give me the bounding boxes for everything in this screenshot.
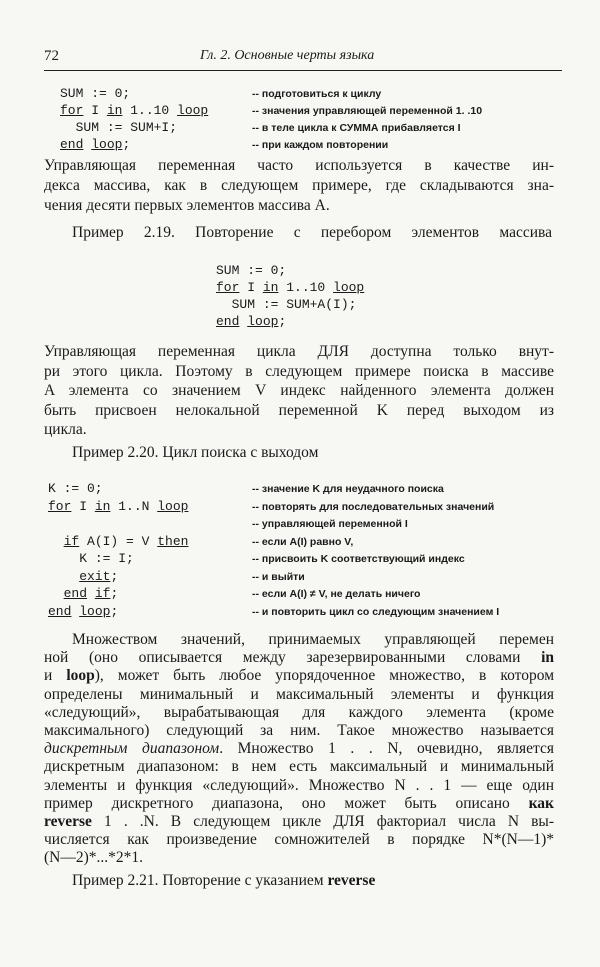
code-line [48, 586, 118, 601]
code-keyword: for [216, 280, 240, 295]
code-text [87, 586, 95, 601]
code-comment: -- и выйти [252, 570, 305, 583]
code-comment: -- подготовиться к циклу [252, 88, 382, 100]
code-keyword: in [94, 498, 111, 514]
code-line [216, 297, 356, 312]
text-line: цикла. [44, 421, 87, 438]
text-segment: ), может быть любое упорядоченное множество, в котором [94, 667, 554, 685]
code-line [216, 280, 364, 295]
code-keyword: end [60, 137, 84, 152]
code-line [216, 314, 286, 329]
code-line [48, 481, 103, 496]
code-text: K := 0; [48, 481, 103, 496]
code-text: ; [110, 603, 119, 619]
text-line [44, 721, 554, 740]
italic-term: дискретным диапазоном [44, 740, 220, 758]
text-line: чения десяти первых элементов массива A. [44, 197, 330, 214]
code-keyword: end [216, 314, 240, 329]
code-text: 1..10 [122, 103, 178, 118]
example-2-21-text: Пример 2.21. Повторение с указанием [72, 872, 328, 889]
code-indent [216, 297, 232, 312]
code-comment: -- в теле цикла к СУММА прибавляется I [252, 122, 461, 134]
reverse-keyword: reverse [327, 872, 376, 889]
code-keyword: loop [79, 603, 111, 619]
code-text: SUM := 0; [60, 86, 131, 101]
code-text: ; [110, 568, 119, 584]
bold-keyword: reverse [44, 813, 92, 830]
text-line [44, 666, 554, 685]
code-indent [48, 551, 79, 566]
text-segment: и [44, 667, 67, 685]
code-keyword: if [94, 586, 111, 601]
code-text: SUM := SUM+I; [75, 120, 178, 135]
code-text: A(I) = V [79, 533, 158, 549]
text-segment: . Множество 1 . . N, очевидно, является [219, 740, 554, 758]
code-text: K := I; [79, 551, 134, 566]
code-keyword: loop [177, 103, 209, 118]
code-line [48, 604, 118, 619]
text-line [72, 630, 554, 649]
code-keyword: end [48, 603, 72, 619]
code-indent [60, 120, 76, 135]
code-keyword: in [262, 280, 279, 295]
text-line [44, 648, 554, 667]
text-line [44, 776, 554, 795]
code-keyword: if [63, 533, 80, 549]
code-keyword: then [157, 533, 189, 549]
text-line: быть присвоен нелокальной переменной K перед выходом из [44, 401, 554, 419]
code-text: 1..N [110, 498, 158, 514]
code-line [48, 551, 134, 566]
example-2-20-heading: Пример 2.20. Цикл поиска с выходом [72, 444, 319, 461]
code-text: SUM := 0; [216, 263, 287, 278]
code-comment: -- и повторить цикл со следующим значением I [252, 605, 500, 618]
code-keyword: in [106, 103, 123, 118]
code-keyword: end [63, 586, 88, 601]
text-line: A элемента со значением V индекс найденного элемента должен [44, 382, 554, 399]
text-segment: ной (оно описывается между зарезервированными словами [44, 649, 542, 667]
code-line [60, 120, 177, 135]
code-text: I [239, 280, 263, 295]
code-comment: -- значения управляющей переменной 1. .10 [252, 105, 483, 117]
code-line [60, 86, 130, 101]
page-number: 72 [44, 48, 59, 64]
code-line [60, 137, 130, 152]
text-line: Управляющая переменная часто используется в качестве ин- [44, 157, 554, 174]
header-rule [44, 70, 562, 71]
text-segment: «следующий», вырабатывающая для каждого элемента (кроме [44, 703, 554, 721]
text-segment: дискретным диапазоном: в нем есть максимальный и минимальный [44, 758, 554, 776]
code-comment: -- управляющей переменной I [252, 518, 408, 530]
code-text: ; [110, 586, 119, 601]
text-line [44, 794, 554, 813]
bold-keyword: как [528, 794, 554, 812]
bold-keyword: loop [66, 667, 95, 685]
text-line [44, 739, 554, 758]
code-line [48, 569, 118, 584]
code-line [48, 534, 188, 549]
text-line: декса массива, как в следующем примере, где складываются зна- [44, 177, 554, 194]
code-comment: -- если A(I) ≠ V, не делать ничего [252, 588, 421, 600]
running-title: Гл. 2. Основные черты языка [200, 48, 375, 63]
text-line [44, 703, 554, 722]
code-comment: -- при каждом повторении [252, 139, 389, 151]
text-line: Управляющая переменная цикла ДЛЯ доступна только внут- [44, 343, 554, 360]
text-segment: 1 . .N. В следующем цикле ДЛЯ факториал числа N вы- [91, 813, 554, 830]
code-comment: -- значение K для неудачного поиска [252, 483, 444, 495]
code-line [60, 103, 208, 118]
code-keyword: loop [91, 137, 123, 152]
code-text: ; [278, 314, 287, 329]
text-segment: (N—2)*...*2*1. [44, 849, 144, 867]
text-line: ри этого цикла. Поэтому в следующем примере поиска в массиве [44, 362, 554, 380]
text-segment: пример дискретного диапазона, оно может быть описано [44, 794, 529, 812]
code-indent [48, 534, 64, 549]
code-comment: -- повторять для последовательных значений [252, 500, 495, 513]
code-keyword: exit [79, 568, 111, 584]
code-keyword: loop [247, 314, 279, 329]
code-keyword: for [48, 498, 72, 514]
code-comment: -- присвоить K соответствующий индекс [252, 553, 465, 565]
text-segment: определены минимальный и максимальный элементы и функция [44, 685, 554, 703]
code-indent [48, 569, 79, 584]
code-text: SUM := SUM+A(I); [231, 297, 357, 312]
code-comment: -- если A(I) равно V, [252, 535, 354, 548]
example-2-19-heading: Пример 2.19. Повторение с перебором элементов массива [72, 224, 552, 241]
text-segment: максимального) следующий за ним. Такое множество называется [44, 722, 554, 739]
text-line [44, 757, 554, 776]
bold-keyword: in [541, 649, 554, 667]
code-indent [48, 586, 64, 601]
code-text: I [83, 103, 107, 118]
text-line [44, 812, 554, 831]
text-line [44, 830, 554, 849]
code-text: ; [122, 137, 131, 152]
example-2-21-heading [72, 871, 375, 890]
text-line [44, 848, 554, 867]
code-keyword: for [60, 103, 84, 118]
code-keyword: loop [333, 280, 365, 295]
code-line [216, 263, 286, 278]
code-keyword: loop [157, 498, 189, 514]
text-segment: элементы и функция «следующий». Множество N . . 1 — еще один [44, 776, 554, 794]
text-segment: числяется как произведение сомножителей в порядке N*(N—1)* [44, 831, 554, 849]
text-segment: Множеством значений, принимаемых управляющей перемен [72, 631, 554, 648]
code-text: I [71, 498, 95, 514]
code-text: 1..10 [278, 280, 334, 295]
text-line [44, 685, 554, 704]
code-line [48, 499, 188, 514]
